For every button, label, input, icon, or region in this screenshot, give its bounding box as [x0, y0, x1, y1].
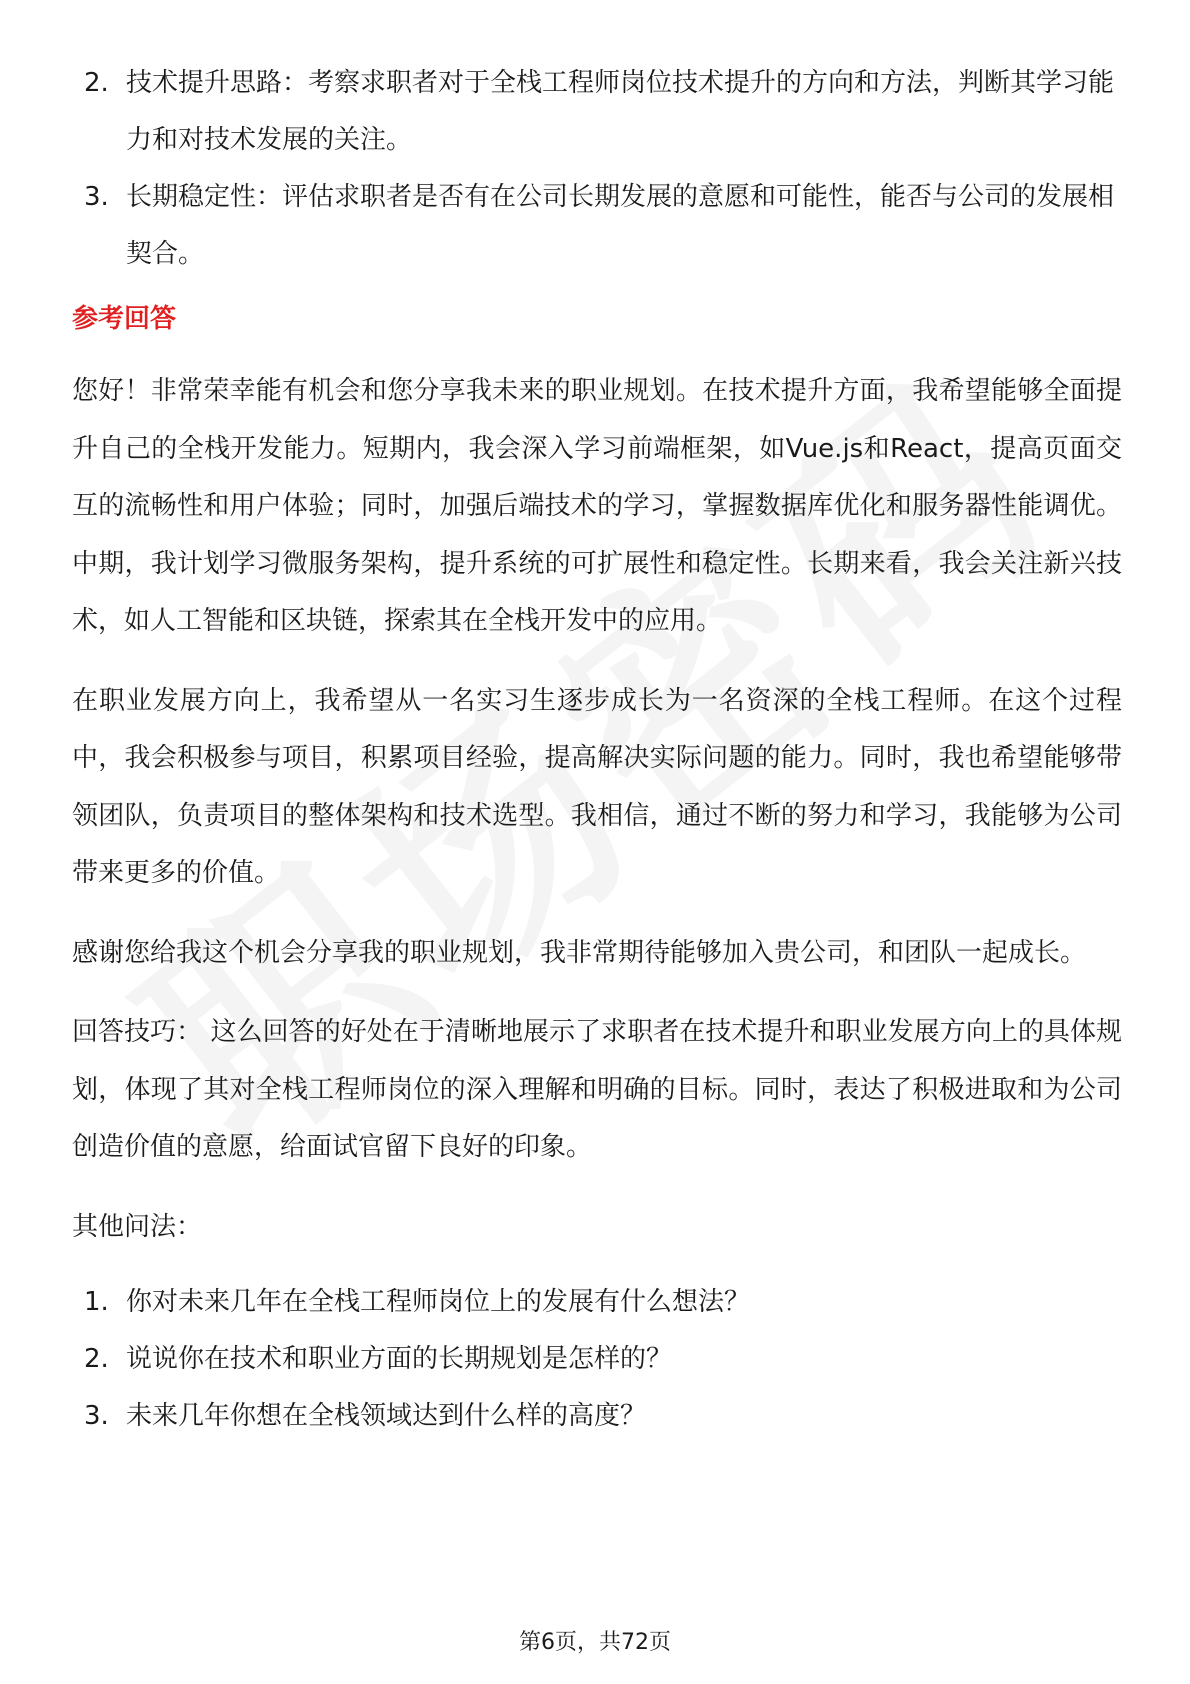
evaluation-points-list: [72, 55, 1122, 283]
answer-tips: 回答技巧： 这么回答的好处在于清晰地展示了求职者在技术提升和职业发展方向上的具体规划，体现了其对全栈工程师岗位的深入理解和明确的目标。同时，表达了积极进取和为公司创造价值的意愿，给面试官留下良好的印象。: [72, 1017, 1122, 1162]
list-item: 3. 未来几年你想在全栈领域达到什么样的高度？: [84, 1401, 647, 1431]
list-item-text: 技术提升思路：考察求职者对于全栈工程师岗位技术提升的方向和方法，判断其学习能力和对技术发展的关注。: [126, 68, 1115, 155]
reference-answer-heading: 参考回答: [72, 304, 177, 334]
answer-paragraph: 感谢您给我这个机会分享我的职业规划，我非常期待能够加入贵公司，和团队一起成长。: [72, 937, 1087, 968]
other-questions-list: [72, 1274, 1122, 1445]
list-item-text: 未来几年你想在全栈领域达到什么样的高度？: [126, 1401, 647, 1431]
list-item: 2. 说说你在技术和职业方面的长期规划是怎样的？: [84, 1344, 673, 1374]
other-questions-heading: 其他问法：: [72, 1211, 203, 1242]
list-item-text: 说说你在技术和职业方面的长期规划是怎样的？: [126, 1344, 673, 1374]
page-number: 第6页，共72页: [519, 1630, 671, 1655]
document-body: [72, 56, 1122, 1445]
list-item: 2. 技术提升思路：考察求职者对于全栈工程师岗位技术提升的方向和方法，判断其学习能力和对技术发展的关注。: [84, 68, 1115, 155]
list-item-text: 你对未来几年在全栈工程师岗位上的发展有什么想法？: [126, 1287, 751, 1317]
list-item: 3. 长期稳定性：评估求职者是否有在公司长期发展的意愿和可能性，能否与公司的发展相契合。: [84, 182, 1115, 269]
list-item-text: 长期稳定性：评估求职者是否有在公司长期发展的意愿和可能性，能否与公司的发展相契合。: [126, 182, 1115, 269]
answer-paragraph: 在职业发展方向上，我希望从一名实习生逐步成长为一名资深的全栈工程师。在这个过程中，我会积极参与项目，积累项目经验，提高解决实际问题的能力。同时，我也希望能够带领团队，负责项目的整体架构和技术选型。我相信，通过不断的努力和学习，我能够为公司带来更多的价值。: [72, 685, 1122, 888]
answer-paragraph: 您好！非常荣幸能有机会和您分享我未来的职业规划。在技术提升方面，我希望能够全面提升自己的全栈开发能力。短期内，我会深入学习前端框架，如Vue.js和React，提高页面交互的流畅性和用户体验；同时，加强后端技术的学习，掌握数据库优化和服务器性能调优。中期，我计划学习微服务架构，提升系统的可扩展性和稳定性。长期来看，我会关注新兴技术，如人工智能和区块链，探索其在全栈开发中的应用。: [72, 376, 1122, 636]
list-item: 1. 你对未来几年在全栈工程师岗位上的发展有什么想法？: [84, 1287, 751, 1317]
